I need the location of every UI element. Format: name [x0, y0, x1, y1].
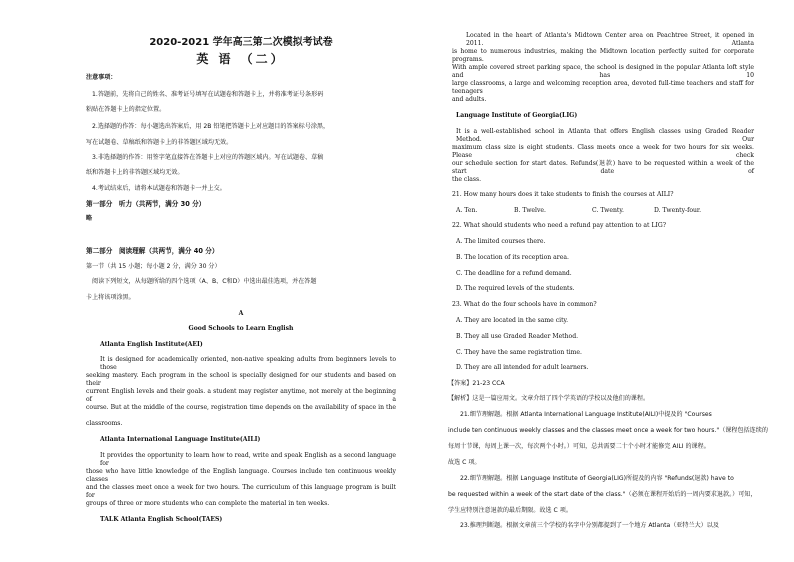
exam-subtitle: 英 语 （二）: [196, 52, 286, 66]
q22-option-c: C. The deadline for a refund demand.: [456, 270, 572, 277]
explanation-line: 23.推理判断题。根据文章前三个学校的名字中分别都提到了一个地方 Atlanta（亚特兰大）以及: [460, 522, 719, 529]
taes-line: is home to numerous industries, making the Midtown location perfectly suited for corporate programs.: [452, 48, 754, 63]
passage-letter: A: [238, 310, 244, 317]
taes-line: and adults.: [452, 96, 487, 103]
aili-line: groups of three or more students who can complete the material in ten weeks.: [86, 500, 330, 507]
aei-line: seeking mastery. Each program in the school is specially designed for our students and based on their: [86, 372, 396, 387]
aei-line: course. But at the middle of the course, registration time depends on the availability of space in the: [86, 404, 396, 411]
aili-heading: Atlanta International Language Institute(AILI): [100, 436, 261, 443]
instruction-line: 卡上将该项涂黑。: [86, 294, 135, 301]
q21-option-c: C. Twenty.: [592, 207, 624, 214]
lig-line: It is a well-established school in Atlanta that offers English classes using Graded Reader Method. Our: [456, 128, 754, 143]
q21-option-b: B. Twelve.: [514, 207, 546, 214]
lig-heading: Language Institute of Georgia(LIG): [456, 112, 578, 119]
q21-option-a: A. Ten.: [456, 207, 478, 214]
taes-heading: TALK Atlanta English School(TAES): [100, 516, 223, 523]
answer-key: 【答案】21-23 CCA: [448, 380, 505, 387]
aei-line: current English levels and their goals. a student may register anytime, not merely at the beginning of a: [86, 388, 396, 403]
q23-option-a: A. They are located in the same city.: [456, 317, 569, 324]
question-23: 23. What do the four schools have in common?: [452, 301, 597, 308]
section1-heading: 第一节（共 15 小题；每小题 2 分，满分 30 分）: [86, 263, 221, 270]
aei-heading: Atlanta English Institute(AEI): [100, 341, 203, 348]
q22-option-a: A. The limited courses there.: [456, 238, 546, 245]
exam-title: 2020-2021 学年高三第二次模拟考试卷: [149, 37, 333, 48]
analysis-intro: 【解析】这是一篇应用文。文章介绍了四个学英语的学校以及他们的课程。: [448, 395, 650, 402]
question-21: 21. How many hours does it take students to finish the courses at AILI?: [452, 191, 674, 198]
part2-heading: 第二部分 阅读理解（共两节，满分 40 分）: [86, 247, 219, 255]
q23-option-b: B. They all use Graded Reader Method.: [456, 333, 579, 340]
notice-heading: 注意事项：: [86, 74, 117, 81]
q23-option-c: C. They have the same registration time.: [456, 349, 582, 356]
taes-line: With ample covered street parking space, the school is designed in the popular Atlanta loft style and has 10: [452, 64, 754, 79]
taes-line: large classrooms, a large and welcoming reception area, devoted full-time teachers and staff for teenagers: [452, 80, 754, 95]
notice-line: 3.非选择题的作答：用签字笔直接答在答题卡上对应的答题区域内。写在试题卷、草稿: [92, 154, 324, 161]
notice-line: 4.考试结束后，请将本试题卷和答题卡一并上交。: [92, 185, 226, 192]
notice-line: 1.答题前，先将自己的姓名、准考证号填写在试题卷和答题卡上，并将准考证号条形码: [92, 91, 324, 98]
q21-option-d: D. Twenty-four.: [654, 207, 702, 214]
aili-line: and the classes meet once a week for two hours. The curriculum of this language program is built for: [86, 484, 396, 499]
part1-heading: 第一部分 听力（共两节，满分 30 分）: [86, 200, 206, 208]
taes-line: Located in the heart of Atlanta's Midtown Center area on Peachtree Street, it opened in 2011. Atlanta: [466, 32, 754, 47]
notice-line: 纸和答题卡上的非答题区域均无效。: [86, 169, 184, 176]
instruction-line: 阅读下列短文，从每题所给的四个选项（A、B、C和D）中选出最佳选项，并在答题: [92, 278, 317, 285]
lig-line: the class.: [452, 176, 482, 183]
part1-note: 略: [86, 215, 93, 222]
q22-option-b: B. The location of its reception area.: [456, 254, 569, 261]
q23-option-d: D. They are all intended for adult learners.: [456, 364, 589, 371]
explanation-line: 学生应特别注意退款的最后期限。故选 C 项。: [448, 507, 572, 514]
aili-line: It provides the opportunity to learn how to read, write and speak English as a second language for: [100, 452, 396, 467]
aei-line: classrooms.: [86, 420, 123, 427]
explanation-line: 每周十节课，每周上课一次，每次两个小时。）可知，总共需要二十个小时才能修完 AILI 的课程。: [448, 443, 710, 450]
explanation-line: include ten continuous weekly classes and the classes meet once a week for two hours."（课程包括连续的: [448, 427, 768, 434]
q22-option-d: D. The required levels of the students.: [456, 285, 575, 292]
explanation-line: be requested within a week of the start date of the class."（必须在课程开始后的一周内要求退款。）可知，: [448, 491, 757, 498]
notice-line: 2.选择题的作答：每小题选出答案后，用 2B 铅笔把答题卡上对应题目的答案标号涂黑，: [92, 123, 330, 130]
aili-line: those who have little knowledge of the English language. Courses include ten continuous weekly classes: [86, 468, 396, 483]
explanation-line: 21.细节理解题。根据 Atlanta International Language Institute(AILI)中提及的 "Courses: [460, 411, 712, 418]
notice-line: 写在试题卷、草稿纸和答题卡上的非答题区域均无效。: [86, 139, 233, 146]
explanation-line: 故选 C 项。: [448, 459, 481, 466]
aei-line: It is designed for academically oriented, non-native speaking adults from beginners levels to those: [100, 356, 396, 371]
notice-line: 粘贴在答题卡上的指定位置。: [86, 106, 166, 113]
lig-line: maximum class size is eight students. Class meets once a week for two hours for six weeks. Please check: [452, 144, 754, 159]
passage-title: Good Schools to Learn English: [188, 325, 294, 332]
question-22: 22. What should students who need a refund pay attention to at LIG?: [452, 222, 667, 229]
explanation-line: 22.细节理解题。根据 Language Institute of Georgia(LIG)所提及的内容 "Refunds(退款) have to: [460, 475, 734, 482]
lig-line: our schedule section for start dates. Refunds(退款) have to be requested within a week of the start date of: [452, 160, 754, 175]
